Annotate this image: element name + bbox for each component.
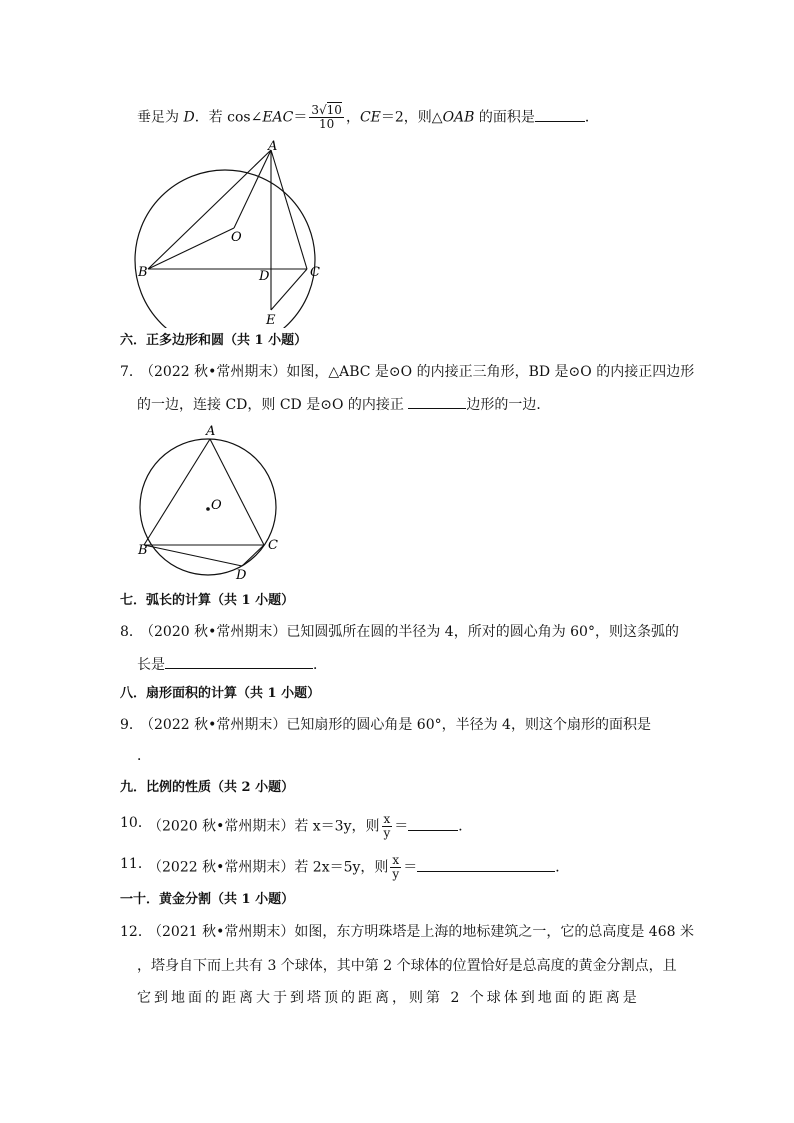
label-a: A <box>268 139 278 154</box>
segment-ce <box>271 269 307 310</box>
q8-line1: （2020 秋•常州期末）已知圆弧所在圆的半径为 4，所对的圆心角为 60°，则这条弧的 <box>140 624 679 640</box>
figure-circle-triangle-2 <box>130 418 290 583</box>
label-o: O <box>231 230 242 245</box>
segment-ab <box>144 439 210 545</box>
section-heading-8: 八．扇形面积的计算（共 1 小题） <box>120 686 321 701</box>
segment-ac <box>210 439 264 545</box>
label-b: B <box>138 265 148 280</box>
cos-fraction: $\frac{3√10}{10}$ <box>311 103 342 131</box>
label-b: B <box>138 543 148 558</box>
segment-oa <box>234 150 271 228</box>
q8-number: 8． <box>120 624 143 640</box>
q8-line2: 长是 ． <box>137 654 327 675</box>
label-d: D <box>236 568 247 583</box>
segment-ac <box>271 150 307 269</box>
segment-bd <box>144 545 242 566</box>
q12-line1: （2021 秋•常州期末）如图，东方明珠塔是上海的地标建筑之一，它的总高度是 468 米 <box>148 924 694 940</box>
answer-blank[interactable] <box>535 107 585 122</box>
q9-number: 9． <box>120 717 143 733</box>
label-c: C <box>268 538 278 553</box>
section-heading-10: 一十．黄金分割（共 1 小题） <box>120 892 295 907</box>
section-heading-6: 六．正多边形和圆（共 1 小题） <box>120 333 308 348</box>
q7-number: 7． <box>120 364 143 380</box>
q12-line3: 它到地面的距离大于到塔顶的距离，则第 2 个球体到地面的距离是 <box>137 990 640 1006</box>
label-a: A <box>206 424 216 439</box>
answer-blank[interactable] <box>408 394 466 409</box>
label-o: O <box>211 498 222 513</box>
q9-line1: （2022 秋•常州期末）已知扇形的圆心角是 60°，半径为 4，则这个扇形的面积是 <box>140 717 651 733</box>
circle-o <box>140 439 276 575</box>
label-e: E <box>266 313 276 328</box>
section-heading-9: 九．比例的性质（共 2 小题） <box>120 780 295 795</box>
q10-number: 10． <box>120 815 152 831</box>
q12-number: 12． <box>120 924 152 940</box>
segment-cd <box>242 545 264 566</box>
answer-blank[interactable] <box>417 857 555 872</box>
segment-bo <box>148 228 234 269</box>
x-over-y-fraction: $\frac{x}{y}$ <box>392 853 400 881</box>
q10-line: （2020 秋•常州期末）若 x＝3y，则 $\frac{x}{y}$ ＝ ． <box>148 812 473 840</box>
section-heading-7: 七．弧长的计算（共 1 小题） <box>120 593 295 608</box>
segment-ab <box>148 150 271 269</box>
label-c: C <box>310 265 320 280</box>
answer-blank[interactable] <box>165 654 313 669</box>
q12-line2: ，塔身自下而上共有 3 个球体，其中第 2 个球体的位置恰好是总高度的黄金分割点，且 <box>137 958 677 974</box>
figure-circle-triangle-1 <box>130 138 340 328</box>
q7-line1: （2022 秋•常州期末）如图，△ABC 是⊙O 的内接正三角形，BD 是⊙O 的内接正四边形 <box>140 364 695 380</box>
q11-number: 11． <box>120 856 152 872</box>
q11-line: （2022 秋•常州期末）若 2x＝5y，则 $\frac{x}{y}$ ＝ ． <box>148 853 570 881</box>
x-over-y-fraction: $\frac{x}{y}$ <box>383 812 391 840</box>
center-dot <box>206 507 210 511</box>
q7-line2: 的一边，连接 CD，则 CD 是⊙O 的内接正 边形的一边． <box>137 394 550 415</box>
label-d: D <box>259 269 270 284</box>
q6-continuation-line: 垂足为 D．若 cos∠EAC＝ $\frac{3√10}{10}$ ，CE＝2，则△OAB 的面积是 ． <box>137 103 599 131</box>
circle-o <box>135 170 315 328</box>
q9-line2: ． <box>137 748 151 764</box>
answer-blank[interactable] <box>408 816 458 831</box>
